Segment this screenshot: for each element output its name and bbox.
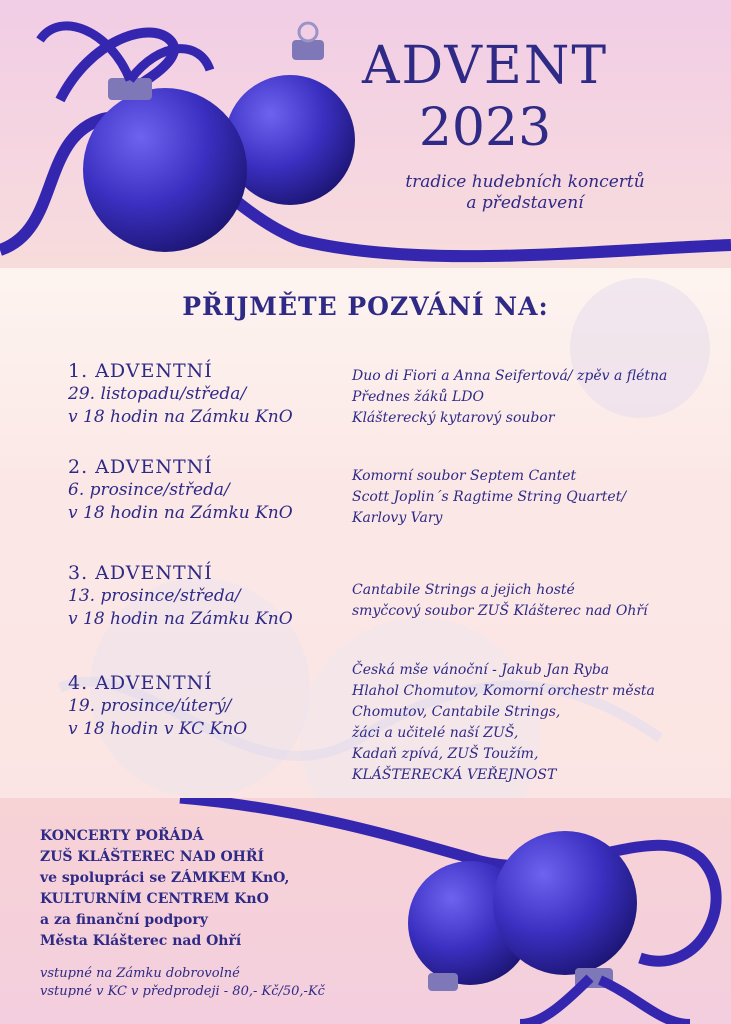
- organizer-block: [40, 826, 380, 952]
- event-place: v 18 hodin v KC KnO: [68, 719, 248, 739]
- performer-line: Karlovy Vary: [352, 510, 443, 526]
- subtitle: [360, 172, 690, 214]
- event-2: [68, 456, 358, 525]
- event-3: [68, 562, 358, 631]
- event-4-performers: [352, 660, 722, 786]
- organizer-line: KULTURNÍM CENTREM KnO: [40, 891, 269, 907]
- performer-line: Chomutov, Cantabile Strings,: [352, 704, 561, 720]
- event-date: 13. prosince/středa/: [68, 586, 241, 606]
- event-title: 2. ADVENTNÍ: [68, 456, 213, 478]
- organizer-line: a za finanční podpory: [40, 912, 208, 928]
- advent-title: ADVENT: [361, 36, 609, 96]
- performer-line: Duo di Fiori a Anna Seifertová/ zpěv a flétna: [352, 368, 668, 384]
- event-title: 1. ADVENTNÍ: [68, 360, 213, 382]
- event-date: 19. prosince/úterý/: [68, 696, 232, 716]
- organizer-line: ZUŠ KLÁŠTEREC NAD OHŘÍ: [40, 849, 265, 865]
- event-place: v 18 hodin na Zámku KnO: [68, 609, 293, 629]
- event-1: [68, 360, 358, 429]
- performer-line: Přednes žáků LDO: [352, 389, 484, 405]
- event-date: 29. listopadu/středa/: [68, 384, 247, 404]
- event-4: [68, 672, 358, 741]
- event-3-performers: [352, 580, 722, 622]
- organizer-line: Města Klášterec nad Ohří: [40, 933, 242, 949]
- admission-line: vstupné na Zámku dobrovolné: [40, 966, 240, 981]
- performer-line: Kadaň zpívá, ZUŠ Toužím,: [352, 746, 539, 762]
- subtitle-line: a představení: [466, 193, 584, 213]
- performer-line: Cantabile Strings a jejich hosté: [352, 582, 575, 598]
- performer-line: Česká mše vánoční - Jakub Jan Ryba: [352, 662, 610, 678]
- admission-line: vstupné v KC v předprodeji - 80,- Kč/50,-Kč: [40, 984, 325, 999]
- performer-line: smyčcový soubor ZUŠ Klášterec nad Ohří: [352, 603, 648, 619]
- performer-line: Komorní soubor Septem Cantet: [352, 468, 577, 484]
- event-place: v 18 hodin na Zámku KnO: [68, 407, 293, 427]
- performer-line: Hlahol Chomutov, Komorní orchestr města: [352, 683, 655, 699]
- event-place: v 18 hodin na Zámku KnO: [68, 503, 293, 523]
- event-title: 3. ADVENTNÍ: [68, 562, 213, 584]
- organizer-line: ve spolupráci se ZÁMKEM KnO,: [40, 870, 290, 886]
- invitation-heading: PŘIJMĚTE POZVÁNÍ NA:: [182, 292, 549, 321]
- advent-year: 2023: [418, 98, 552, 158]
- event-2-performers: [352, 466, 722, 529]
- performer-line: žáci a učitelé naší ZUŠ,: [352, 725, 519, 741]
- event-1-performers: [352, 366, 722, 429]
- performer-line: KLÁŠTERECKÁ VEŘEJNOST: [352, 767, 557, 783]
- subtitle-line: tradice hudebních koncertů: [405, 172, 645, 192]
- event-title: 4. ADVENTNÍ: [68, 672, 213, 694]
- admission-block: [40, 965, 420, 1001]
- organizer-line: KONCERTY POŘÁDÁ: [40, 828, 204, 844]
- event-date: 6. prosince/středa/: [68, 480, 230, 500]
- performer-line: Klášterecký kytarový soubor: [352, 410, 555, 426]
- performer-line: Scott Joplin´s Ragtime String Quartet/: [352, 489, 627, 505]
